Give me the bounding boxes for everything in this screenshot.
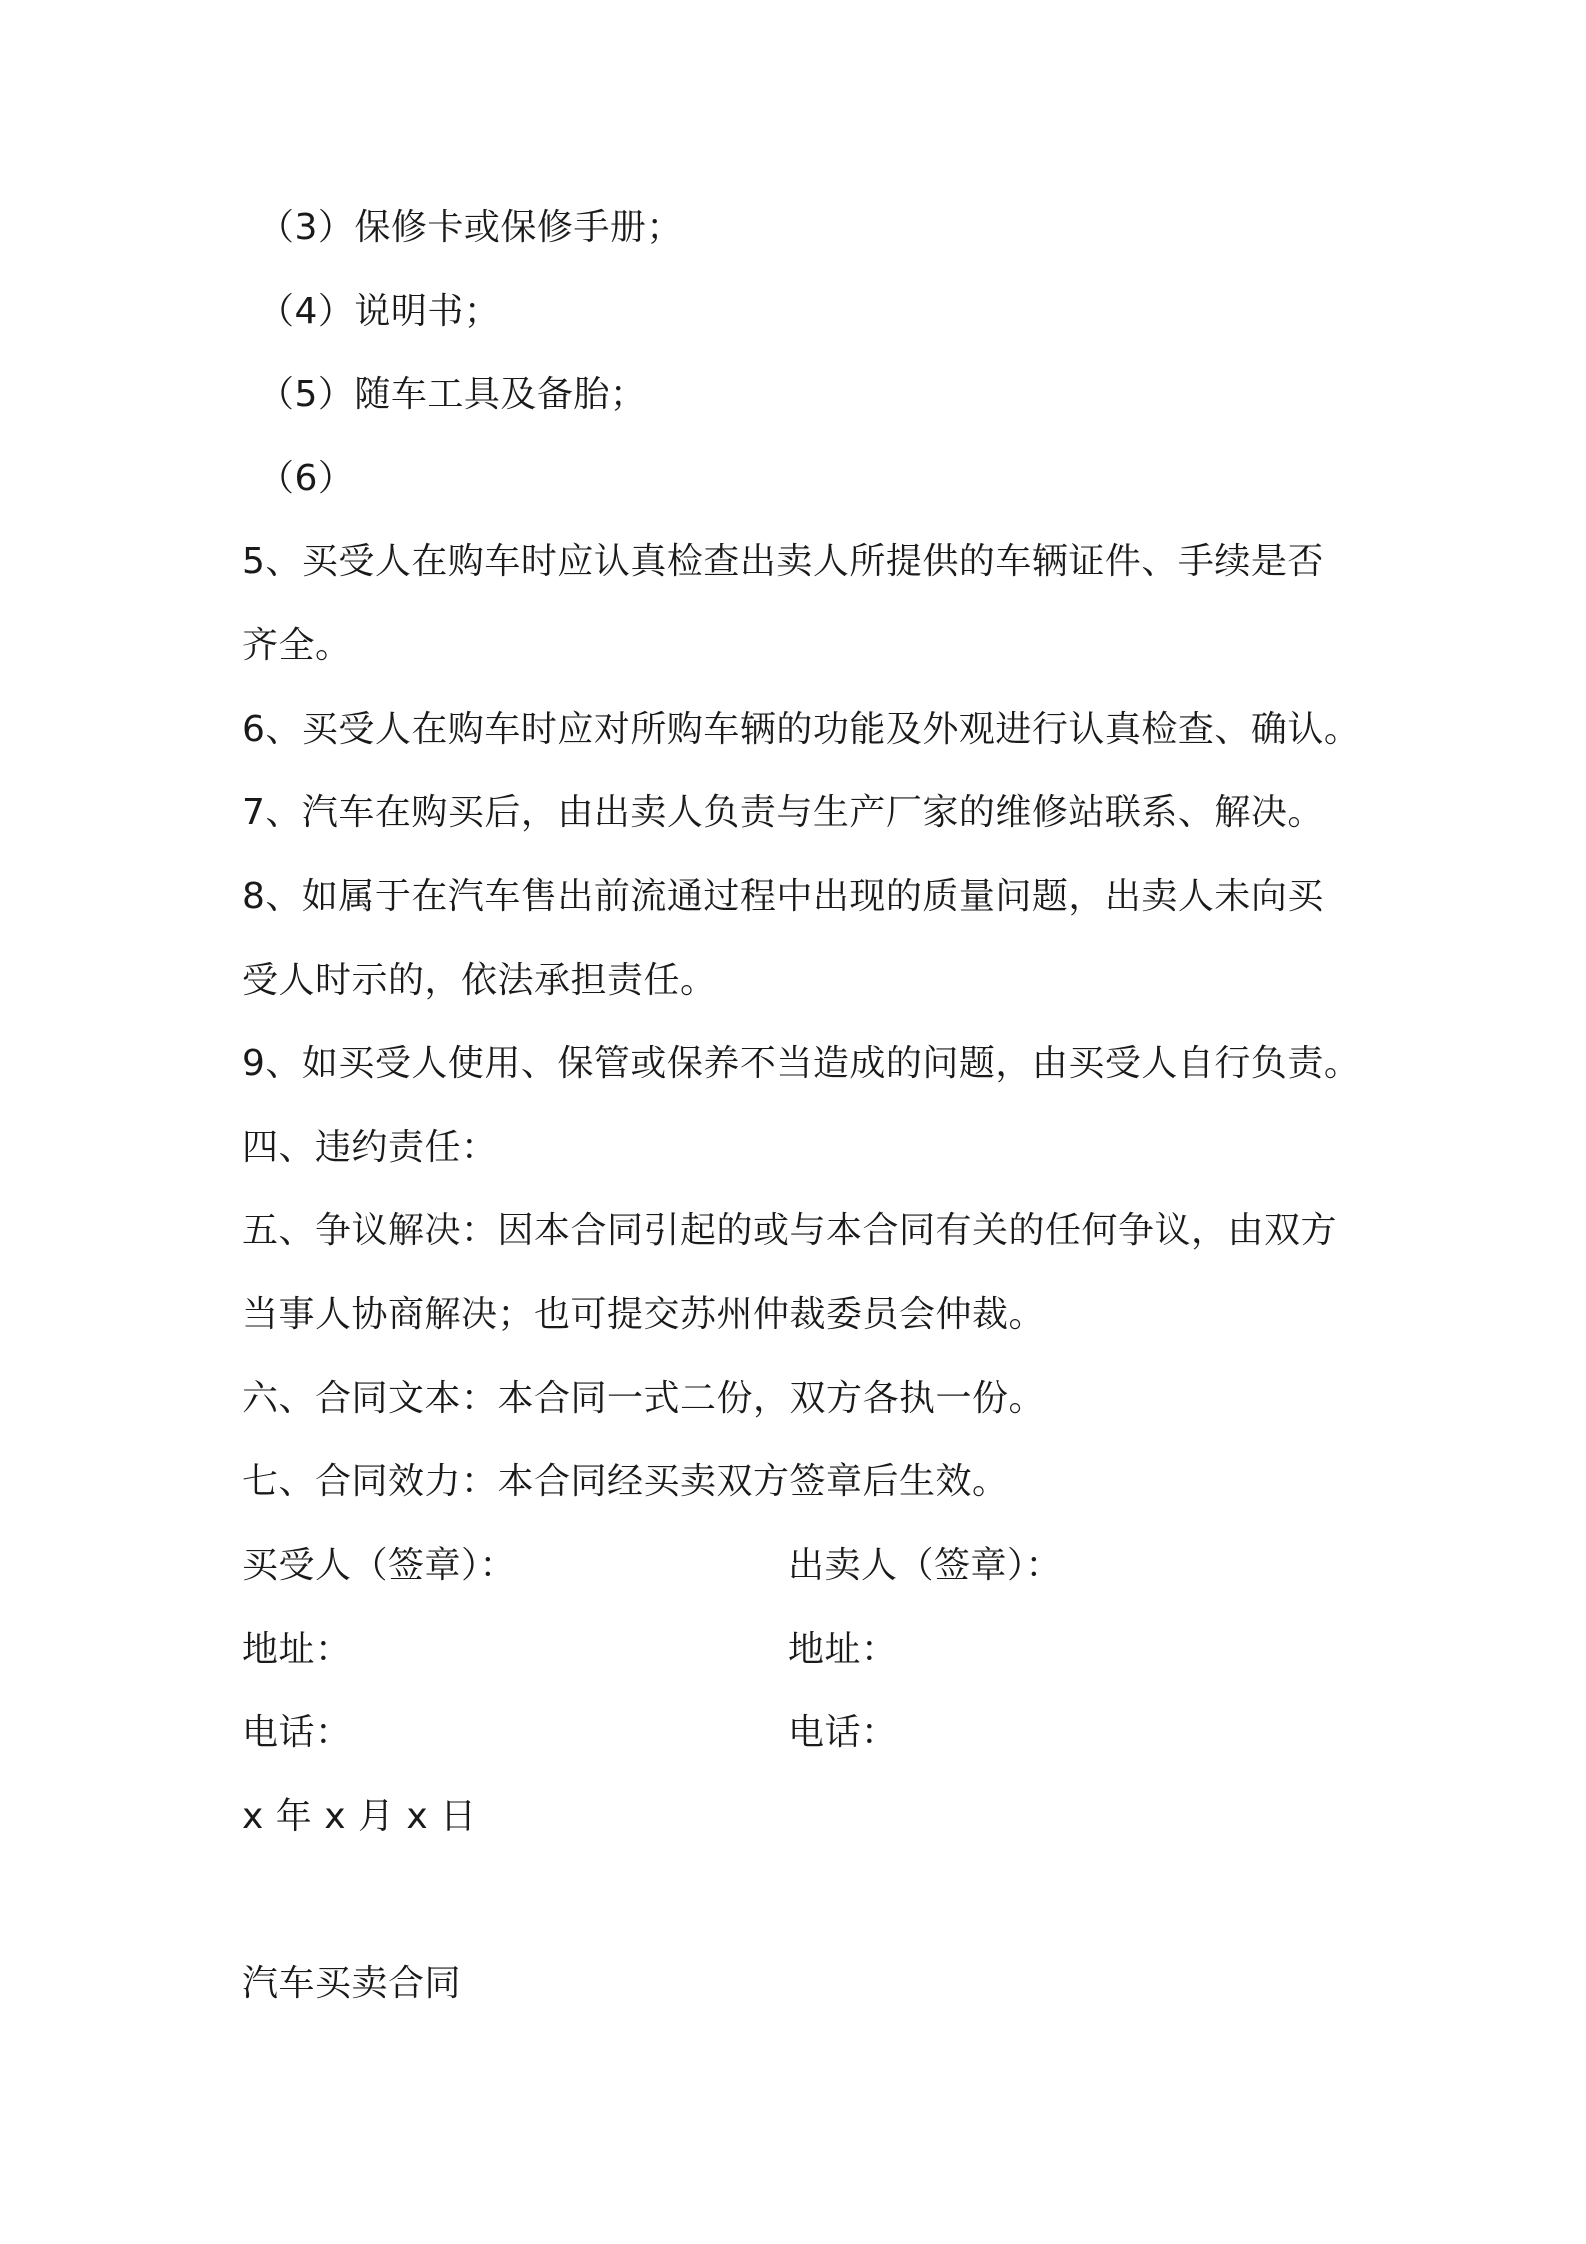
section-5-line-1: 五、争议解决：因本合同引起的或与本合同有关的任何争议，由双方	[242, 1210, 1338, 1251]
clause-7: 7、汽车在购买后，由出卖人负责与生产厂家的维修站联系、解决。	[242, 792, 1324, 833]
buyer-address-label: 地址：	[242, 1629, 352, 1670]
clause-8-line-1: 8、如属于在汽车售出前流通过程中出现的质量问题，出卖人未向买	[242, 876, 1324, 917]
item-5: （5）随车工具及备胎；	[258, 374, 647, 415]
clause-8-line-2: 受人时示的，依法承担责任。	[242, 960, 717, 1001]
seller-phone-label: 电话：	[788, 1712, 898, 1753]
section-4-heading: 四、违约责任：	[242, 1127, 498, 1168]
seller-address-label: 地址：	[788, 1629, 898, 1670]
clause-9: 9、如买受人使用、保管或保养不当造成的问题，由买受人自行负责。	[242, 1043, 1361, 1084]
item-3: （3）保修卡或保修手册；	[258, 207, 683, 248]
clause-5-line-1: 5、买受人在购车时应认真检查出卖人所提供的车辆证件、手续是否	[242, 541, 1324, 582]
section-7: 七、合同效力：本合同经买卖双方签章后生效。	[242, 1461, 1009, 1502]
clause-6: 6、买受人在购车时应对所购车辆的功能及外观进行认真检查、确认。	[242, 709, 1361, 750]
section-6: 六、合同文本：本合同一式二份，双方各执一份。	[242, 1378, 1046, 1419]
buyer-signature-label: 买受人（签章）：	[242, 1545, 517, 1586]
item-4: （4）说明书；	[258, 291, 501, 332]
signing-date: x 年 x 月 x 日	[242, 1796, 477, 1837]
section-5-line-2: 当事人协商解决；也可提交苏州仲裁委员会仲裁。	[242, 1294, 1046, 1335]
buyer-phone-label: 电话：	[242, 1712, 352, 1753]
seller-signature-label: 出卖人（签章）：	[788, 1545, 1063, 1586]
clause-5-line-2: 齐全。	[242, 625, 352, 666]
item-6: （6）	[258, 458, 355, 499]
next-document-title: 汽车买卖合同	[242, 1963, 462, 2004]
